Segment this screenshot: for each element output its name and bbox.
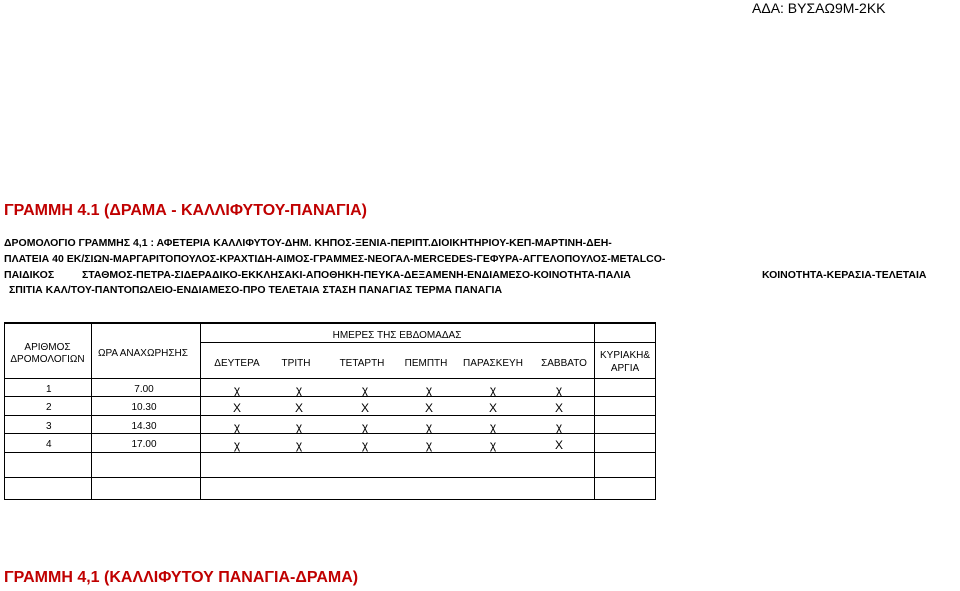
- day-mark: Χ: [554, 401, 563, 415]
- schedule-table: [4, 322, 656, 500]
- route-number-header-1: ΑΡΙΘΜΟΣ: [24, 342, 71, 353]
- day-header-saturday: ΣΑΒΒΑΤΟ: [541, 358, 587, 369]
- day-mark: χ: [555, 383, 563, 397]
- table-divider: [594, 322, 595, 500]
- day-mark: χ: [425, 383, 433, 397]
- day-mark: χ: [295, 383, 303, 397]
- day-header-tuesday: ΤΡΙΤΗ: [281, 358, 311, 369]
- table-divider: [4, 477, 656, 478]
- departure-time-header: ΩΡΑ ΑΝΑΧΩΡΗΣΗΣ: [98, 348, 188, 359]
- route-number-header-2: ΔΡΟΜΟΛΟΓΙΩΝ: [10, 354, 85, 365]
- day-header-thursday: ΠΕΜΠΤΗ: [404, 358, 448, 369]
- day-mark: χ: [425, 420, 433, 434]
- day-mark: χ: [425, 438, 433, 452]
- table-divider: [200, 342, 656, 343]
- day-mark: χ: [233, 383, 241, 397]
- day-mark: Χ: [488, 401, 497, 415]
- table-divider: [4, 378, 656, 379]
- table-border-bottom: [4, 499, 656, 500]
- route-number: 1: [46, 384, 52, 395]
- route-text-line-3: [4, 269, 926, 281]
- route-text-line-4: ΣΠΙΤΙΑ ΚΑΛ/ΤΟΥ-ΠΑΝΤΟΠΩΛΕΙΟ-ΕΝΔΙΑΜΕΣΟ-ΠΡΟ ΤΕΛΕΤΑΙΑ ΣΤΑΣΗ ΠΑΝΑΓΙΑΣ ΤΕΡΜΑ ΠΑΝΑΓΙΑ: [9, 284, 503, 296]
- day-mark: χ: [361, 438, 369, 452]
- day-mark: χ: [555, 420, 563, 434]
- sunday-header-1: ΚΥΡΙΑΚΗ&: [599, 350, 651, 361]
- day-mark: χ: [361, 420, 369, 434]
- return-line-title: ΓΡΑΜΜΗ 4,1 (ΚΑΛΛΙΦΥΤΟΥ ΠΑΝΑΓΙΑ-ΔΡΑΜΑ): [4, 569, 359, 586]
- day-mark: χ: [489, 438, 497, 452]
- route-text-line-1: ΔΡΟΜΟΛΟΓΙΟ ΓΡΑΜΜΗΣ 4,1 : ΑΦΕΤΕΡΙΑ ΚΑΛΛΙΦΥΤΟΥ-ΔΗΜ. ΚΗΠΟΣ-ΞΕΝΙΑ-ΠΕΡΙΠΤ.ΔΙΟΙΚΗΤΗΡΙΟΥ-ΚΕΠ-ΜΑΡΤΙΝΗ-ΔΕΗ-: [4, 237, 612, 249]
- route-number: 2: [46, 402, 52, 413]
- route-text-line-3-b: ΣΤΑΘΜΟΣ-ΠΕΤΡΑ-ΣΙΔΕΡΑΔΙΚΟ-ΕΚΚΛΗΣΑΚΙ-ΑΠΟΘΗΚΗ-ΠΕΥΚΑ-ΔΕΞΑΜΕΝΗ-ΕΝΔΙΑΜΕΣΟ-ΚΟΙΝΟΤΗΤΑ-ΠΑΛΙΑ: [82, 269, 631, 281]
- day-mark: χ: [489, 383, 497, 397]
- day-mark: χ: [233, 438, 241, 452]
- departure-time: 14.30: [131, 421, 157, 432]
- departure-time: 7.00: [134, 384, 154, 395]
- day-mark: χ: [489, 420, 497, 434]
- route-text-line-3-a: ΠΑΙΔΙΚΟΣ: [4, 269, 55, 281]
- departure-time: 17.00: [131, 439, 157, 450]
- day-mark: χ: [361, 383, 369, 397]
- day-mark: Χ: [554, 438, 563, 452]
- day-mark: χ: [295, 438, 303, 452]
- document-code: ΑΔΑ: ΒΥΣΑΩ9Μ-2ΚΚ: [752, 0, 886, 16]
- day-header-friday: ΠΑΡΑΣΚΕΥΗ: [463, 358, 523, 369]
- route-text-line-3-c: ΚΟΙΝΟΤΗΤΑ-ΚΕΡΑΣΙΑ-ΤΕΛΕΤΑΙΑ: [762, 269, 927, 281]
- day-mark: χ: [233, 420, 241, 434]
- route-number: 4: [46, 439, 52, 450]
- table-divider: [4, 452, 656, 453]
- table-divider: [91, 322, 92, 500]
- route-text-line-2: ΠΛΑΤΕΙΑ 40 ΕΚ/ΣΙΩΝ-ΜΑΡΓΑΡΙΤΟΠΟΥΛΟΣ-ΚΡΑΧΤΙΔΗ-ΑΙΜΟΣ-ΓΡΑΜΜΕΣ-ΝΕΟΓΑΛ-MERCEDES-ΓΕΦΥΡΑ-ΑΓΓΕΛΟΠΟΥΛΟΣ-METALCO-: [4, 253, 666, 265]
- day-mark: Χ: [360, 401, 369, 415]
- line-title: ΓΡΑΜΜΗ 4.1 (ΔΡΑΜΑ - ΚΑΛΛΙΦΥΤΟΥ-ΠΑΝΑΓΙΑ): [4, 202, 367, 219]
- table-divider: [200, 322, 201, 500]
- route-number: 3: [46, 421, 52, 432]
- day-header-wednesday: ΤΕΤΑΡΤΗ: [339, 358, 385, 369]
- departure-time: 10.30: [131, 402, 157, 413]
- day-mark: Χ: [424, 401, 433, 415]
- day-mark: Χ: [294, 401, 303, 415]
- sunday-header-2: ΑΡΓΙΑ: [610, 363, 640, 374]
- table-border-right: [655, 322, 656, 500]
- day-mark: Χ: [232, 401, 241, 415]
- table-divider: [4, 415, 656, 416]
- day-header-monday: ΔΕΥΤΕΡΑ: [214, 358, 260, 369]
- days-group-header: ΗΜΕΡΕΣ ΤΗΣ ΕΒΔΟΜΑΔΑΣ: [332, 330, 462, 341]
- table-border-top: [4, 322, 656, 324]
- day-mark: χ: [295, 420, 303, 434]
